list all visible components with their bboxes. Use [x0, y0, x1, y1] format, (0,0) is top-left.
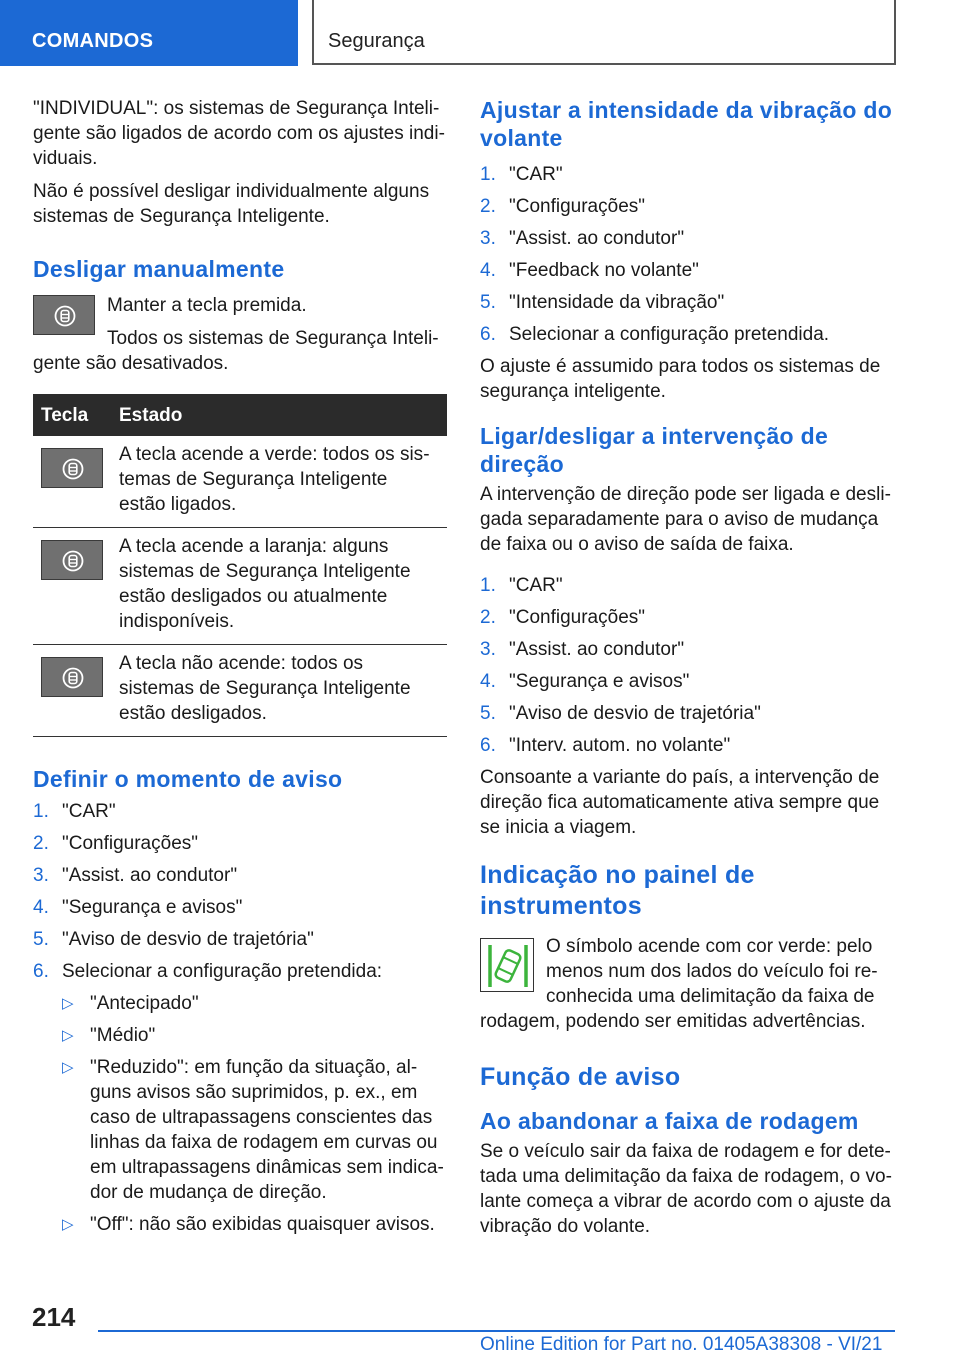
table-row — [33, 436, 447, 528]
step-text: "Intensidade da vibração" — [509, 292, 725, 313]
list-item — [62, 991, 447, 1016]
heading-abandonar: Ao abandonar a faixa de rodagem — [480, 1108, 859, 1134]
table-row — [33, 528, 447, 645]
step-number: 3. — [33, 865, 49, 886]
option-text: "Reduzido": em função da situação, alguns avisos são suprimidos, p. ex., em caso de ultrapassagens conscientes das linhas da faixa de rodagem em curvas ou em ultrapassagens dinâmicas sem indicador de mudança de direção. — [90, 1057, 444, 1203]
page-header — [0, 0, 960, 66]
table-header-tecla: Tecla — [33, 394, 111, 436]
intervencao-steps-list — [480, 573, 894, 758]
safety-button-image — [41, 657, 103, 697]
list-item — [33, 863, 447, 888]
right-column — [480, 96, 894, 1247]
list-item — [480, 605, 894, 630]
heading-intervencao: Ligar/desligar a intervenção de direção — [480, 423, 829, 477]
option-text: "Off": não são exibidas quaisquer avisos. — [90, 1214, 435, 1235]
option-text: "Médio" — [90, 1025, 156, 1046]
heading-indicacao: Indicação no painel de instrumentos — [480, 861, 755, 920]
safety-button-image — [33, 295, 95, 335]
step-text: Selecionar a configuração pretendida: — [62, 961, 383, 982]
step-text: "Aviso de desvio de trajetória" — [62, 929, 314, 950]
button-status-table — [33, 394, 447, 737]
step-text: "Aviso de desvio de trajetória" — [509, 703, 761, 724]
triangle-bullet-icon: ▷ — [62, 995, 74, 1012]
step-number: 5. — [480, 703, 496, 724]
step-number: 4. — [33, 897, 49, 918]
list-item — [62, 1212, 447, 1237]
indicacao-block — [480, 934, 894, 1034]
list-item — [480, 322, 894, 347]
list-item — [62, 1023, 447, 1048]
desligar-block — [33, 293, 447, 376]
lane-departure-icon — [481, 939, 535, 993]
heading-funcao-aviso: Função de aviso — [480, 1063, 681, 1091]
step-number: 3. — [480, 639, 496, 660]
step-number: 1. — [480, 575, 496, 596]
step-text: "Interv. autom. no volante" — [509, 735, 731, 756]
car-shield-icon — [62, 667, 84, 689]
triangle-bullet-icon: ▷ — [62, 1059, 74, 1076]
step-text: "Configurações" — [62, 833, 199, 854]
table-header-estado: Estado — [111, 394, 447, 436]
car-shield-icon — [62, 458, 84, 480]
heading-desligar: Desligar manualmente — [33, 256, 285, 282]
list-item — [33, 799, 447, 824]
triangle-bullet-icon: ▷ — [62, 1027, 74, 1044]
intro-paragraph-2: Não é possível desligar individualmente alguns sistemas de Segurança Inteligente. — [33, 181, 430, 227]
step-number: 6. — [480, 324, 496, 345]
step-text: "Configurações" — [509, 196, 646, 217]
indicacao-paragraph: O símbolo acende com cor verde: pelo menos num dos lados do veículo foi reconhecida uma delimitação da faixa de rodagem, podendo ser emitidas advertências. — [480, 936, 878, 1032]
table-row — [33, 645, 447, 737]
step-number: 6. — [33, 961, 49, 982]
step-text: Selecionar a configuração pretendida. — [509, 324, 830, 345]
list-item — [33, 831, 447, 856]
left-column — [33, 96, 447, 1244]
step-text: "Feedback no volante" — [509, 260, 699, 281]
car-shield-icon — [54, 305, 76, 327]
step-number: 5. — [480, 292, 496, 313]
edition-text: Online Edition for Part no. 01405A38308 - VI/21 — [480, 1334, 883, 1355]
list-item — [480, 290, 894, 315]
step-number: 4. — [480, 671, 496, 692]
list-item — [480, 162, 894, 187]
vibracao-paragraph: O ajuste é assumido para todos os sistemas de segurança inteligente. — [480, 356, 881, 402]
chapter-title: Segurança — [328, 30, 425, 52]
momento-options-list — [62, 991, 447, 1237]
step-number: 5. — [33, 929, 49, 950]
lane-symbol-image — [480, 938, 534, 992]
step-text: "Assist. ao condutor" — [62, 865, 238, 886]
heading-vibracao: Ajustar a intensidade da vibração do volante — [480, 97, 893, 151]
table-cell-estado: A tecla acende a verde: todos os sistemas de Segurança Inteligente estão ligados. — [111, 436, 447, 528]
step-text: "Segurança e avisos" — [62, 897, 243, 918]
safety-button-image — [41, 448, 103, 488]
step-text: "Assist. ao condutor" — [509, 639, 685, 660]
car-shield-icon — [62, 550, 84, 572]
desligar-paragraph-1: Manter a tecla premida. — [107, 295, 307, 316]
step-number: 2. — [480, 607, 496, 628]
list-item — [480, 226, 894, 251]
step-text: "Configurações" — [509, 607, 646, 628]
step-number: 6. — [480, 735, 496, 756]
table-cell-estado: A tecla não acende: todos os sistemas de Segurança Inteligente estão desligados. — [111, 645, 447, 737]
abandonar-paragraph: Se o veículo sair da faixa de rodagem e for detetada uma delimitação da faixa de rodagem, o volante começa a vibrar de acordo com o ajuste da vibração do volante. — [480, 1141, 892, 1237]
momento-steps-list — [33, 799, 447, 984]
intervencao-paragraph-2: Consoante a variante do país, a intervenção de direção fica automaticamente ativa sempre que se inicia a viagem. — [480, 767, 880, 838]
list-item — [480, 637, 894, 662]
list-item — [480, 733, 894, 758]
step-number: 3. — [480, 228, 496, 249]
step-number: 1. — [480, 164, 496, 185]
desligar-paragraph-2: Todos os sistemas de Segurança Inteligente são desativados. — [33, 328, 439, 374]
step-text: "CAR" — [509, 164, 563, 185]
page-number: 214 — [32, 1302, 76, 1332]
step-text: "CAR" — [62, 801, 116, 822]
triangle-bullet-icon: ▷ — [62, 1216, 74, 1233]
list-item — [62, 1055, 447, 1205]
safety-button-image — [41, 540, 103, 580]
step-text: "Assist. ao condutor" — [509, 228, 685, 249]
heading-momento-aviso: Definir o momento de aviso — [33, 766, 343, 792]
intro-paragraph-1: "INDIVIDUAL": os sistemas de Segurança Inteligente são ligados de acordo com os ajustes individuais. — [33, 98, 445, 169]
list-item — [480, 701, 894, 726]
list-item — [33, 927, 447, 952]
list-item — [33, 959, 447, 984]
list-item — [33, 895, 447, 920]
step-number: 1. — [33, 801, 49, 822]
list-item — [480, 194, 894, 219]
option-text: "Antecipado" — [90, 993, 199, 1014]
list-item — [480, 573, 894, 598]
intervencao-paragraph-1: A intervenção de direção pode ser ligada e desligada separadamente para o aviso de mudança de faixa ou o aviso de saída de faixa. — [480, 484, 891, 555]
step-text: "Segurança e avisos" — [509, 671, 690, 692]
section-label: COMANDOS — [0, 0, 298, 66]
list-item — [480, 669, 894, 694]
footer-divider — [98, 1330, 895, 1332]
step-number: 2. — [480, 196, 496, 217]
chapter-title-box — [312, 0, 896, 65]
vibracao-steps-list — [480, 162, 894, 347]
table-cell-estado: A tecla acende a laranja: alguns sistemas de Segurança Inteligente estão desligados ou atualmente indisponíveis. — [111, 528, 447, 645]
step-text: "CAR" — [509, 575, 563, 596]
step-number: 4. — [480, 260, 496, 281]
list-item — [480, 258, 894, 283]
step-number: 2. — [33, 833, 49, 854]
